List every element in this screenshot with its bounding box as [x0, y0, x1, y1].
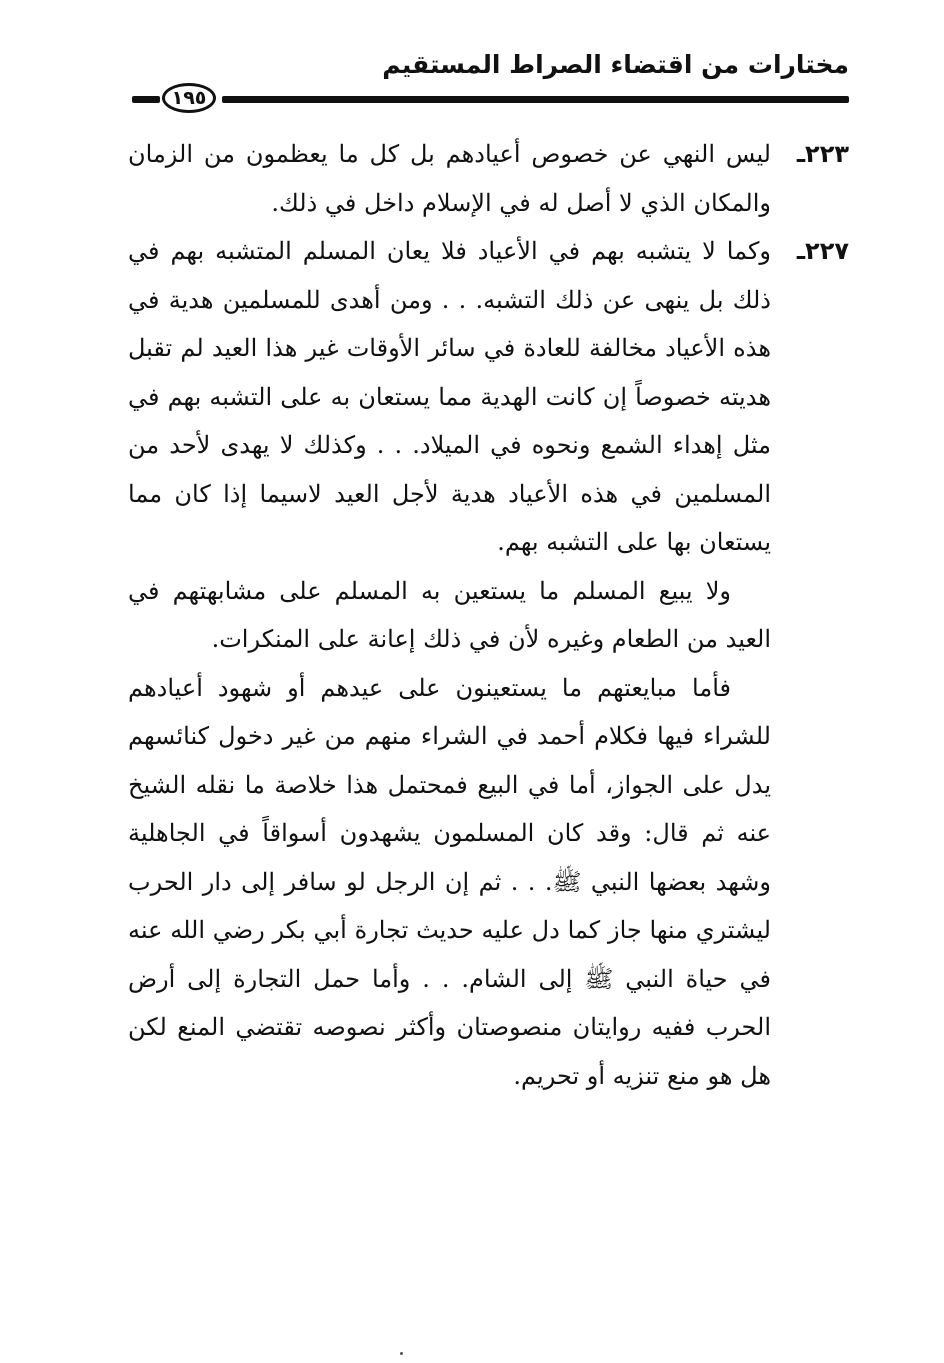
entry-number: ٢٢٣ـ	[796, 140, 849, 168]
header-rule-end	[132, 96, 160, 103]
numbered-entry	[128, 130, 849, 227]
body-paragraph: فأما مبايعتهم ما يستعينون على عيدهم أو شهود أعيادهم للشراء فيها فكلام أحمد في الشراء منهم من غير دخول كنائسهم يدل على الجواز، أما في البيع فمحتمل هذا خلاصة ما نقله الشيخ عنه ثم قال: وقد كان المسلمون يشهدون أسواقاً في الجاهلية وشهد بعضها النبي ﷺ. . . ثم إن الرجل لو سافر إلى دار الحرب ليشتري منها جاز كما دل عليه حديث تجارة أبي بكر رضي الله عنه في حياة النبي ﷺ إلى الشام. . . وأما حمل التجارة إلى أرض الحرب ففيه روايتان منصوصتان وأكثر نصوصه تقتضي المنع لكن هل هو منع تنزيه أو تحريم.	[128, 673, 771, 1090]
entry-number: ٢٢٧ـ	[796, 237, 849, 265]
page-number-badge: ١٩٥	[162, 83, 216, 113]
entry-text: وكما لا يتشبه بهم في الأعياد فلا يعان المسلم المتشبه بهم في ذلك بل ينهى عن ذلك التشبه. . . ومن أهدى للمسلمين هدية في هذه الأعياد مخالفة للعادة في سائر الأوقات غير هذا العيد لم تقبل هديته خصوصاً إن كانت الهدية مما يستعان به على التشبه بهم في مثل إهداء الشمع ونحوه في الميلاد. . . وكذلك لا يهدى لأحد من المسلمين في هذه الأعياد هدية لأجل العيد لاسيما إذا كان مما يستعان بها على التشبه بهم.	[128, 237, 771, 556]
page-body	[128, 130, 849, 1100]
entry-text: ليس النهي عن خصوص أعيادهم بل كل ما يعظمون من الزمان والمكان الذي لا أصل له في الإسلام داخل في ذلك.	[128, 140, 771, 217]
header-rule	[222, 96, 849, 103]
numbered-entry	[128, 227, 849, 567]
scan-speck	[400, 1352, 403, 1355]
running-header-title: مختارات من اقتضاء الصراط المستقيم	[382, 50, 849, 79]
body-paragraph: ولا يبيع المسلم ما يستعين به المسلم على مشابهتهم في العيد من الطعام وغيره لأن في ذلك إعانة على المنكرات.	[128, 576, 771, 653]
